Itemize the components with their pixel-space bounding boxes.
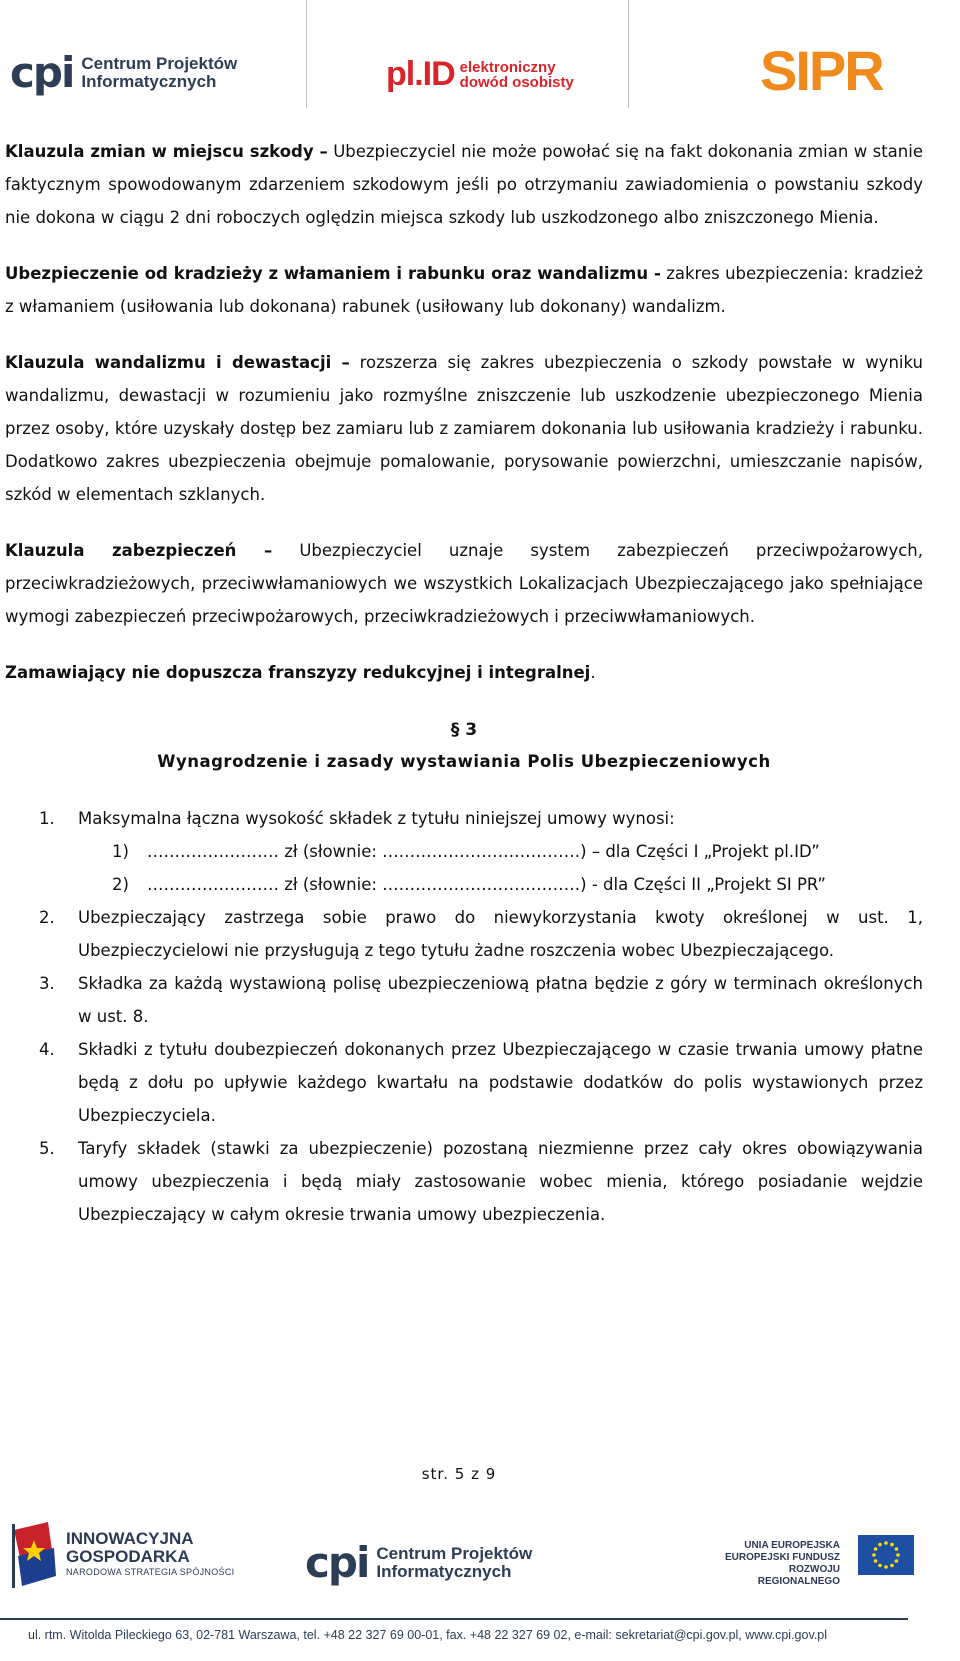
list-item-number: 5. bbox=[39, 1139, 55, 1158]
sub-list-item bbox=[5, 835, 923, 868]
clause-heading: Ubezpieczenie od kradzieży z włamaniem i rabunku oraz wandalizmu - bbox=[5, 264, 661, 283]
page-number: str. 5 z 9 bbox=[421, 1465, 497, 1483]
list-item-number: 1. bbox=[39, 809, 55, 828]
eu-line2: EUROPEJSKI FUNDUSZ bbox=[724, 1552, 840, 1563]
clause-paragraph bbox=[5, 257, 923, 323]
list-item-number: 4. bbox=[39, 1040, 55, 1059]
clause-text: . bbox=[590, 663, 596, 682]
clause-heading: Klauzula zabezpieczeń – bbox=[5, 541, 273, 560]
list-item-text: Składka za każdą wystawioną polisę ubezpieczeniową płatna będzie z góry w terminach określonych w ust. 8. bbox=[78, 974, 923, 1026]
plid-logo-line2: dowód osobisty bbox=[459, 73, 574, 91]
ig-subtitle: NARODOWA STRATEGIA SPÓJNOŚCI bbox=[66, 1567, 235, 1577]
sub-item-number: 1) bbox=[112, 842, 129, 861]
innowacyjna-gospodarka-logo bbox=[66, 1530, 234, 1578]
list-item-text: Taryfy składek (stawki za ubezpieczenie) pozostaną niezmienne przez cały okres obowiązywania umowy ubezpieczenia i będą miały zastosowanie wobec mienia, którego posiadanie wejdzie Ubezpieczający w całym okresie trwania umowy ubezpieczenia. bbox=[78, 1139, 923, 1224]
clause-text: zakres ubezpieczenia: kradzież z włamaniem (usiłowania lub dokonana) rabunek (usiłowany lub dokonany) wandalizm. bbox=[5, 264, 923, 316]
list-item bbox=[5, 1132, 923, 1231]
list-item-number: 2. bbox=[39, 908, 55, 927]
sub-item-text: …………………… zł (słownie: ………………………………) - dla Części II „Projekt SI PR” bbox=[147, 875, 826, 894]
document-body bbox=[5, 135, 923, 1231]
clause-paragraph bbox=[5, 656, 923, 689]
ig-line1: INNOWACYJNA bbox=[66, 1529, 194, 1548]
sipr-logo-mark: SIPR bbox=[760, 39, 883, 102]
footer-divider bbox=[0, 1618, 908, 1620]
ig-line2: GOSPODARKA bbox=[66, 1547, 190, 1566]
list-item bbox=[5, 802, 923, 835]
page-footer bbox=[0, 1500, 960, 1661]
plid-logo-line1: elektroniczny bbox=[459, 58, 556, 76]
list-item bbox=[5, 901, 923, 967]
list-item-number: 3. bbox=[39, 974, 55, 993]
clause-paragraph bbox=[5, 346, 923, 511]
clause-heading: Zamawiający nie dopuszcza franszyzy redukcyjnej i integralnej bbox=[5, 663, 591, 682]
section-number: § 3 bbox=[450, 720, 478, 740]
sub-item-number: 2) bbox=[112, 875, 129, 894]
header-divider bbox=[628, 0, 629, 108]
cpi-footer-mark: cpi bbox=[305, 1538, 369, 1587]
cpi-footer-logo bbox=[305, 1538, 532, 1587]
clause-text: Ubezpieczyciel uznaje system zabezpieczeń przeciwpożarowych, przeciwkradzieżowych, przeciwwłamaniowych we wszystkich Lokalizacjach Ubezpieczającego jako spełniające wymogi zabezpieczeń przeciwpożarowych, przeciwkradzieżowych i przeciwwłamaniowych. bbox=[5, 541, 923, 626]
eu-line1: UNIA EUROPEJSKA bbox=[744, 1540, 840, 1551]
sipr-logo bbox=[760, 38, 883, 103]
sub-item-text: …………………… zł (słownie: ………………………………) – dla Części I „Projekt pl.ID” bbox=[147, 842, 820, 861]
cpi-logo-line2: Informatycznych bbox=[81, 71, 217, 91]
eu-flag-icon bbox=[858, 1535, 914, 1575]
innowacyjna-gospodarka-flag-icon bbox=[8, 1520, 60, 1590]
section-title: Wynagrodzenie i zasady wystawiania Polis Ubezpieczeniowych bbox=[157, 752, 771, 771]
clause-text: rozszerza się zakres ubezpieczenia o szkody powstałe w wyniku wandalizmu, dewastacji w rozumieniu jako rozmyślne zniszczenie lub uszkodzenie ubezpieczonego Mienia przez osoby, które uzyskały dostęp bez zamiaru lub z zamiarem dokonania lub usiłowania kradzieży i rabunku. Dodatkowo zakres ubezpieczenia obejmuje pomalowanie, porysowanie powierzchni, umieszczanie napisów, szkód w elementach szklanych. bbox=[5, 353, 923, 504]
cpi-logo-line1: Centrum Projektów bbox=[81, 53, 238, 73]
header-divider bbox=[306, 0, 307, 108]
list-item-text: Ubezpieczający zastrzega sobie prawo do niewykorzystania kwoty określonej w ust. 1, Ubezpieczycielowi nie przysługują z tego tytułu żadne roszczenia wobec Ubezpieczającego. bbox=[78, 908, 923, 960]
eu-line3: ROZWOJU REGIONALNEGO bbox=[757, 1564, 840, 1587]
list-item-text: Składki z tytułu doubezpieczeń dokonanych przez Ubezpieczającego w czasie trwania umowy płatne będą z dołu po upływie każdego kwartału na podstawie dodatków do polis wystawionych przez Ubezpieczyciela. bbox=[78, 1040, 923, 1125]
list-item bbox=[5, 1033, 923, 1132]
list-item bbox=[5, 967, 923, 1033]
plid-logo-mark: pl.ID bbox=[386, 55, 455, 93]
numbered-list bbox=[5, 802, 923, 1231]
footer-address: ul. rtm. Witolda Pileckiego 63, 02-781 Warszawa, tel. +48 22 327 69 00-01, fax. +48 22 327 69 02, e-mail: sekretariat@cpi.gov.pl, www.cpi.gov.pl bbox=[28, 1628, 827, 1642]
sub-list-item bbox=[5, 868, 923, 901]
plid-logo bbox=[386, 55, 574, 94]
clause-paragraph bbox=[5, 135, 923, 234]
clause-text: Ubezpieczyciel nie może powołać się na fakt dokonania zmian w stanie faktycznym spowodowanym zdarzeniem szkodowym jeśli po otrzymaniu zawiadomienia o powstaniu szkody nie dokona w ciągu 2 dni roboczych oględzin miejsca szkody lub uszkodzonego albo zniszczonego Mienia. bbox=[5, 142, 923, 227]
cpi-footer-line1: Centrum Projektów bbox=[376, 1543, 533, 1563]
list-item-text: Maksymalna łączna wysokość składek z tytułu niniejszej umowy wynosi: bbox=[78, 809, 675, 828]
clause-paragraph bbox=[5, 534, 923, 633]
cpi-footer-line2: Informatycznych bbox=[376, 1561, 512, 1581]
page-header bbox=[0, 0, 960, 115]
cpi-logo-mark: cpi bbox=[10, 48, 74, 97]
eu-fund-label bbox=[712, 1540, 840, 1588]
cpi-logo bbox=[10, 48, 237, 97]
clause-heading: Klauzula wandalizmu i dewastacji – bbox=[5, 353, 350, 372]
clause-heading: Klauzula zmian w miejscu szkody – bbox=[5, 142, 328, 161]
